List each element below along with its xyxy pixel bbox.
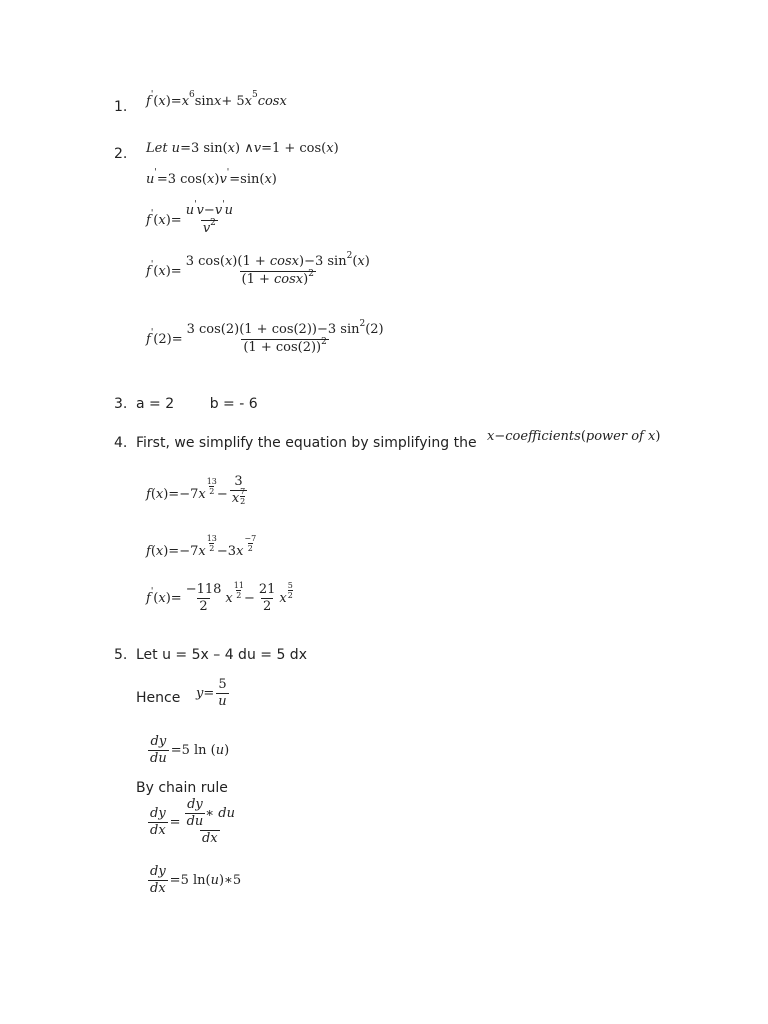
hence-label: Hence xyxy=(136,690,181,706)
equation-4a: f ( x )=−7 x 13 2 − 3 x $\frac{7}{2}$ xyxy=(146,474,249,514)
equation-4b: f ( x )=−7 x 13 2 −3 x −7 2 xyxy=(146,534,257,559)
equation-1: f ' ( x )= x 6 sin x + 5 x 5 cosx xyxy=(146,89,287,109)
item-5-text: Let u = 5x – 4 du = 5 dx xyxy=(136,647,307,663)
item-number-2: 2. xyxy=(114,146,128,162)
item-number-1: 1. xyxy=(114,99,128,115)
equation-5c: $\frac{dy}{dx}$ = $\frac{dy}{du}$ ∗ du dx xyxy=(150,797,235,846)
chain-rule-label: By chain rule xyxy=(136,780,228,796)
item-number-4: 4. xyxy=(114,435,128,451)
item-4-text: First, we simplify the equation by simplifying the xyxy=(136,435,477,451)
answer-3: a = 2 b = - 6 xyxy=(136,396,258,412)
equation-5b: $\frac{dy}{du}$ =5 ln ( u ) xyxy=(150,734,230,766)
equation-2c: f ' ( x )= $\frac{u'v-v'u}{v^2}$ xyxy=(146,200,234,236)
equation-5a: y = $\frac{5}{u}$ xyxy=(196,677,227,709)
item-number-3: 3. xyxy=(114,396,128,412)
equation-2d: f ' ( x )= $\frac{3 \cos(x)(1 + \cos x)-3 \sin^2(x)}{(1 + \cos x)^2}$ xyxy=(146,251,370,287)
equation-2b: u ' =3 cos( x ) v ' =sin( x ) xyxy=(146,167,277,187)
equation-2a: Let u =3 sin( x ) ∧ v =1 + cos( x ) xyxy=(146,141,339,156)
equation-5d: $\frac{dy}{dx}$ =5 ln( u )∗5 xyxy=(150,864,242,896)
item-number-5: 5. xyxy=(114,647,128,663)
equation-2e: f ' (2)= $\frac{3 \cos(2)(1 + \cos(2))-3 \sin^2(2)}{(1 + \cos(2))^2}$ xyxy=(146,319,384,355)
equation-4c: f ' ( x )= $\frac{-118}{2}$ x 11 2 − $\frac{21}{2}$ x 5 2 xyxy=(146,581,293,614)
item-4-inline-math: x − coefficients ( power of x ) xyxy=(487,429,661,444)
